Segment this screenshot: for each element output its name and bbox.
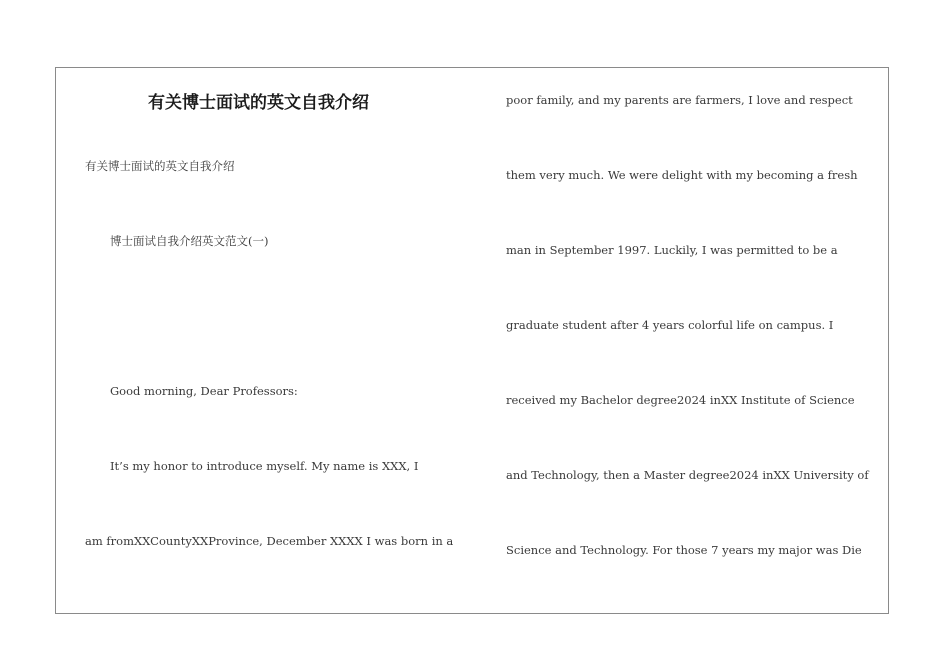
right-line-6: and Technology, then a Master degree2024 inXX University of bbox=[506, 468, 869, 482]
right-line-7: Science and Technology. For those 7 years my major was Die bbox=[506, 543, 862, 557]
document-title: 有关博士面试的英文自我介绍 bbox=[148, 93, 369, 113]
left-line-3: Good morning, Dear Professors: bbox=[110, 384, 298, 398]
page-frame bbox=[55, 67, 889, 614]
right-line-3: man in September 1997. Luckily, I was permitted to be a bbox=[506, 243, 838, 257]
right-line-2: them very much. We were delight with my becoming a fresh bbox=[506, 168, 858, 182]
right-line-1: poor family, and my parents are farmers, I love and respect bbox=[506, 93, 853, 107]
left-line-2: 博士面试自我介绍英文范文(一) bbox=[110, 234, 269, 248]
right-line-4: graduate student after 4 years colorful life on campus. I bbox=[506, 318, 834, 332]
left-line-5: am fromXXCountyXXProvince, December XXXX I was born in a bbox=[85, 534, 454, 548]
left-line-1: 有关博士面试的英文自我介绍 bbox=[85, 159, 235, 173]
left-line-4: It’s my honor to introduce myself. My name is XXX, I bbox=[110, 459, 419, 473]
right-line-5: received my Bachelor degree2024 inXX Institute of Science bbox=[506, 393, 855, 407]
